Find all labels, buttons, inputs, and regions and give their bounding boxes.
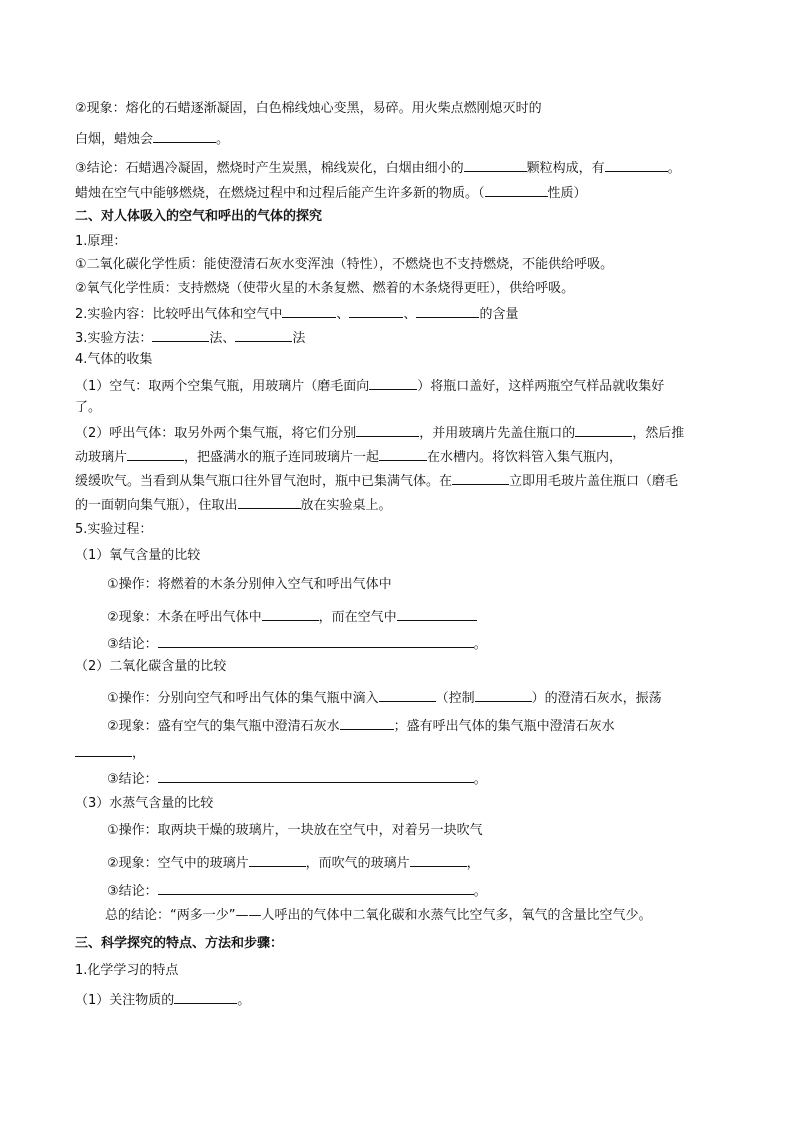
oxygen-conclusion xyxy=(107,633,487,654)
text: （1）空气：取两个空集气瓶，用玻璃片（磨毛面向 xyxy=(75,379,370,394)
text: （1）关注物质的 xyxy=(75,993,175,1008)
text: ，并用玻璃片先盖住瓶口的 xyxy=(419,426,576,441)
answer-blank[interactable] xyxy=(152,327,209,342)
text: （2）呼出气体：取另外两个集气瓶，将它们分别 xyxy=(75,426,357,441)
text: 、 xyxy=(336,307,350,322)
conclusion-line-2 xyxy=(75,182,587,203)
text: 立即用毛玻片盖住瓶口（磨毛 xyxy=(509,474,679,489)
text: ， xyxy=(132,746,146,761)
text: 在水槽内。将饮料管入集气瓶内， xyxy=(427,450,623,465)
text: 、 xyxy=(403,307,417,322)
text: ②现象：空气中的玻璃片 xyxy=(107,856,249,871)
answer-blank[interactable] xyxy=(356,422,419,437)
co2-phenomenon-line-2 xyxy=(75,742,145,763)
co2-conclusion xyxy=(107,768,487,789)
water-vapor-conclusion xyxy=(107,880,487,901)
text: ）将瓶口盖好，这样两瓶空气样品就收集好 xyxy=(417,379,665,394)
oxygen-compare-title: （1）氧气含量的比较 xyxy=(75,548,201,563)
experiment-method xyxy=(75,327,305,348)
co2-phenomenon-line-1 xyxy=(107,715,615,736)
text: 。 xyxy=(473,884,487,899)
text: 。 xyxy=(667,161,681,176)
answer-blank[interactable] xyxy=(379,687,436,702)
text: 法 xyxy=(292,331,306,346)
text: 动玻璃片 xyxy=(75,450,128,465)
answer-blank[interactable] xyxy=(249,852,306,867)
answer-blank[interactable] xyxy=(379,446,427,461)
text: ①操作：分别向空气和呼出气体的集气瓶中滴入 xyxy=(107,691,379,706)
text: ；盛有呼出气体的集气瓶中澄清石灰水 xyxy=(393,719,615,734)
principle-heading: 1.原理： xyxy=(75,234,127,249)
text: 2.实验内容：比较呼出气体和空气中 xyxy=(75,307,283,322)
answer-blank[interactable] xyxy=(340,715,394,730)
oxygen-phenomenon xyxy=(107,606,477,627)
air-collection-line-1 xyxy=(75,375,664,396)
text: 。 xyxy=(473,637,487,652)
answer-blank[interactable] xyxy=(127,446,184,461)
answer-blank[interactable] xyxy=(282,303,336,318)
text: ）的澄清石灰水，振荡 xyxy=(531,691,662,706)
answer-blank[interactable] xyxy=(235,327,292,342)
co2-compare-title: （2）二氧化碳含量的比较 xyxy=(75,659,227,674)
text: ，把盛满水的瓶子连同玻璃片一起 xyxy=(184,450,380,465)
answer-blank[interactable] xyxy=(174,989,237,1004)
text: ③结论： xyxy=(107,637,158,652)
text: 法、 xyxy=(209,331,236,346)
text: ②现象：木条在呼出气体中 xyxy=(107,610,262,625)
text: 。 xyxy=(216,132,230,147)
co2-property: ①二氧化碳化学性质：能使澄清石灰水变浑浊（特性），不燃烧也不支持燃烧，不能供给呼吸。 xyxy=(75,257,614,272)
answer-blank[interactable] xyxy=(158,880,474,895)
answer-blank[interactable] xyxy=(158,633,474,648)
text: 缓缓吹气。当看到从集气瓶口往外冒气泡时，瓶中已集满气体。在 xyxy=(75,474,453,489)
breath-collection-line-1 xyxy=(75,422,684,443)
breath-collection-line-4 xyxy=(75,494,392,515)
answer-blank[interactable] xyxy=(485,182,548,197)
text: 。 xyxy=(473,772,487,787)
answer-blank[interactable] xyxy=(158,768,474,783)
answer-blank[interactable] xyxy=(262,606,319,621)
answer-blank[interactable] xyxy=(397,606,477,621)
air-collection-line-2: 了。 xyxy=(75,400,102,415)
text: 白烟，蜡烛会 xyxy=(75,132,154,147)
text: ，而吹气的玻璃片 xyxy=(305,856,410,871)
water-vapor-phenomenon xyxy=(107,852,480,873)
text: ， xyxy=(466,856,480,871)
answer-blank[interactable] xyxy=(475,687,532,702)
answer-blank[interactable] xyxy=(238,494,301,509)
text: ③结论：石蜡遇冷凝固，燃烧时产生炭黑，棉线炭化，白烟由细小的 xyxy=(75,161,464,176)
breath-collection-line-2 xyxy=(75,446,622,467)
text: ，然后推 xyxy=(632,426,685,441)
text: ②现象：熔化的石蜡逐渐凝固，白色棉线烛心变黑，易碎。用火柴点燃刚熄灭时的 xyxy=(75,101,542,116)
section-heading-3: 三、科学探究的特点、方法和步骤： xyxy=(75,936,284,951)
answer-blank[interactable] xyxy=(605,157,668,172)
answer-blank[interactable] xyxy=(416,303,479,318)
answer-blank[interactable] xyxy=(75,742,132,757)
overall-conclusion: 总的结论：“两多一少”——人呼出的气体中二氧化碳和水蒸气比空气多，氧气的含量比空气少。 xyxy=(105,908,652,923)
text: ③结论： xyxy=(107,884,158,899)
answer-blank[interactable] xyxy=(452,470,509,485)
answer-blank[interactable] xyxy=(464,157,527,172)
answer-blank[interactable] xyxy=(369,375,417,390)
text: ③结论： xyxy=(107,772,158,787)
text: 3.实验方法： xyxy=(75,331,153,346)
text: 的一面朝向集气瓶），住取出 xyxy=(75,498,238,513)
co2-operation xyxy=(107,687,662,708)
answer-blank[interactable] xyxy=(410,852,467,867)
answer-blank[interactable] xyxy=(349,303,403,318)
answer-blank[interactable] xyxy=(153,128,216,143)
learning-features-heading: 1.化学学习的特点 xyxy=(75,963,179,978)
oxygen-operation: ①操作：将燃着的木条分别伸入空气和呼出气体中 xyxy=(107,577,392,592)
experiment-content xyxy=(75,303,518,324)
breath-collection-line-3 xyxy=(75,470,678,491)
text: 性质） xyxy=(547,186,587,201)
answer-blank[interactable] xyxy=(575,422,632,437)
focus-item xyxy=(75,989,250,1010)
phenomenon-line-1 xyxy=(75,100,542,118)
text: 放在实验桌上。 xyxy=(300,498,392,513)
text: ，而在空气中 xyxy=(318,610,397,625)
conclusion-line-1 xyxy=(75,157,681,178)
text: 蜡烛在空气中能够燃烧，在燃烧过程中和过程后能产生许多新的物质。（ xyxy=(75,186,485,201)
text: 。 xyxy=(237,993,251,1008)
water-vapor-compare-title: （3）水蒸气含量的比较 xyxy=(75,796,214,811)
process-heading: 5.实验过程： xyxy=(75,522,153,537)
gas-collection-heading: 4.气体的收集 xyxy=(75,352,153,367)
text: ②现象：盛有空气的集气瓶中澄清石灰水 xyxy=(107,719,340,734)
text: 颗粒构成，有 xyxy=(526,161,605,176)
text: （控制 xyxy=(435,691,475,706)
section-heading-2: 二、对人体吸入的空气和呼出的气体的探究 xyxy=(75,209,323,224)
water-vapor-operation: ①操作：取两块干燥的玻璃片，一块放在空气中，对着另一块吹气 xyxy=(107,823,483,838)
phenomenon-line-2 xyxy=(75,128,229,149)
o2-property: ②氧气化学性质：支持燃烧（使带火星的木条复燃、燃着的木条烧得更旺），供给呼吸。 xyxy=(75,281,575,296)
text: 的含量 xyxy=(479,307,519,322)
